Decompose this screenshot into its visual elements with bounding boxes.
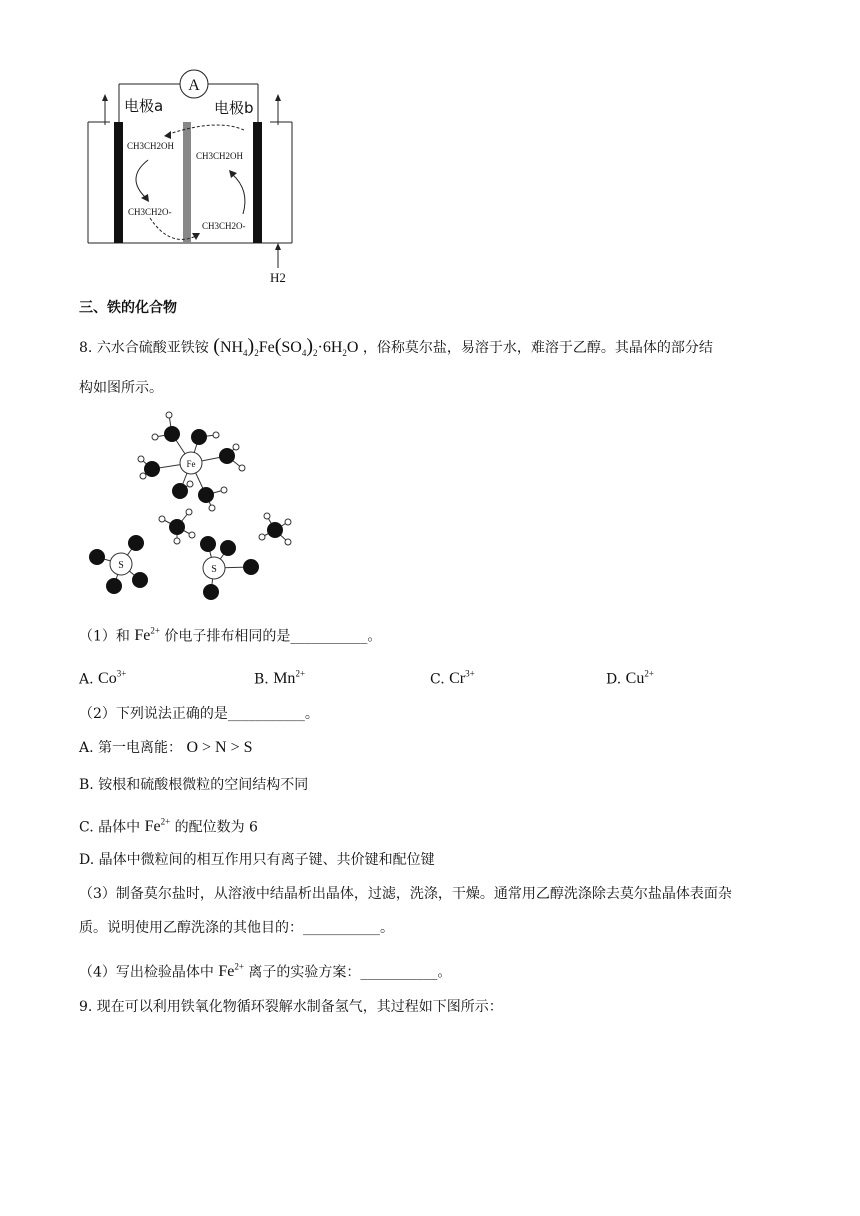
- right-bottom-species: CH3CH2O-: [202, 221, 246, 231]
- dashed-arrow-icon: [164, 131, 171, 139]
- section-title: 三、铁的化合物: [79, 300, 177, 316]
- fe2-ion: $Fe^{2+}$: [134, 626, 160, 645]
- q8-sub1-option-a: A. $Co^{3+}$: [79, 669, 127, 688]
- q8-sub1-option-b: B. $Mn^{2+}$: [254, 669, 306, 688]
- arrow-up-icon: [275, 243, 281, 250]
- s-atom-label: S: [211, 564, 217, 575]
- q8-sub1-option-c: C. $Cr^{3+}$: [430, 669, 475, 688]
- ammeter-label: A: [188, 77, 200, 94]
- q8-text-before: 六水合硫酸亚铁铵: [96, 340, 209, 356]
- q8-sub2-stem: （2）下列说法正确的是___________。: [79, 706, 319, 722]
- q8-sub4: （4）写出检验晶体中 $Fe^{2+}$ 离子的实验方案：___________。: [79, 962, 452, 981]
- dashed-arrow-icon: [192, 233, 200, 240]
- q9-text: 9. 现在可以利用铁氧化物循环裂解水制备氢气，其过程如下图所示：: [79, 999, 503, 1015]
- crystal-structure-figure: [0, 400, 860, 610]
- curved-arrow-icon: [229, 170, 237, 178]
- fuel-cell-diagram: [0, 0, 860, 300]
- q8-sub2-option-a: A. 第一电离能： O > N > S: [79, 739, 253, 756]
- q8-sub1-stem: （1）和 $Fe^{2+}$ 价电子排布相同的是___________。: [79, 626, 382, 645]
- q8-sub3-line2: 质。说明使用乙醇洗涤的其他目的：___________。: [79, 920, 394, 936]
- q8-line2: 构如图所示。: [79, 380, 163, 396]
- electrode-a-label: 电极a: [124, 97, 164, 115]
- fe2-ion: $Fe^{2+}$: [218, 962, 244, 981]
- electrode-b: [253, 122, 262, 243]
- q8-sub2-option-d: D. 晶体中微粒间的相互作用只有离子键、共价键和配位键: [79, 852, 435, 868]
- arrow-up-icon: [102, 94, 108, 101]
- arrow-up-icon: [275, 94, 281, 101]
- h2-label: H2: [270, 270, 286, 285]
- s-atom-label: S: [118, 560, 124, 571]
- curved-arrow-icon: [141, 194, 149, 202]
- q8-sub3-line1: （3）制备莫尔盐时，从溶液中结晶析出晶体，过滤，洗涤，干燥。通常用乙醇洗涤除去莫尔盐晶体表面杂: [79, 886, 732, 902]
- left-top-species: CH3CH2OH: [127, 141, 175, 151]
- q8-line1: [79, 336, 713, 363]
- q8-formula: $(NH_4)_2Fe(SO_4)_2\cdot 6H_2O$: [213, 335, 359, 359]
- q8-number: 8.: [79, 340, 93, 356]
- q8-sub1-option-d: D. $Cu^{2+}$: [606, 669, 654, 688]
- q8-text-after: ，俗称莫尔盐，易溶于水，难溶于乙醇。其晶体的部分结: [362, 340, 713, 356]
- q8-sub2-option-c: C. 晶体中 $Fe^{2+}$ 的配位数为 6: [79, 817, 258, 836]
- electrode-b-label: 电极b: [214, 99, 254, 117]
- left-bottom-species: CH3CH2O-: [128, 207, 172, 217]
- right-top-species: CH3CH2OH: [196, 151, 244, 161]
- fe-atom-label: Fe: [186, 459, 196, 469]
- membrane: [183, 122, 191, 243]
- fe2-ion: $Fe^{2+}$: [144, 817, 171, 836]
- electrode-a: [114, 122, 123, 243]
- q8-sub2-option-b: B. 铵根和硫酸根微粒的空间结构不同: [79, 777, 309, 793]
